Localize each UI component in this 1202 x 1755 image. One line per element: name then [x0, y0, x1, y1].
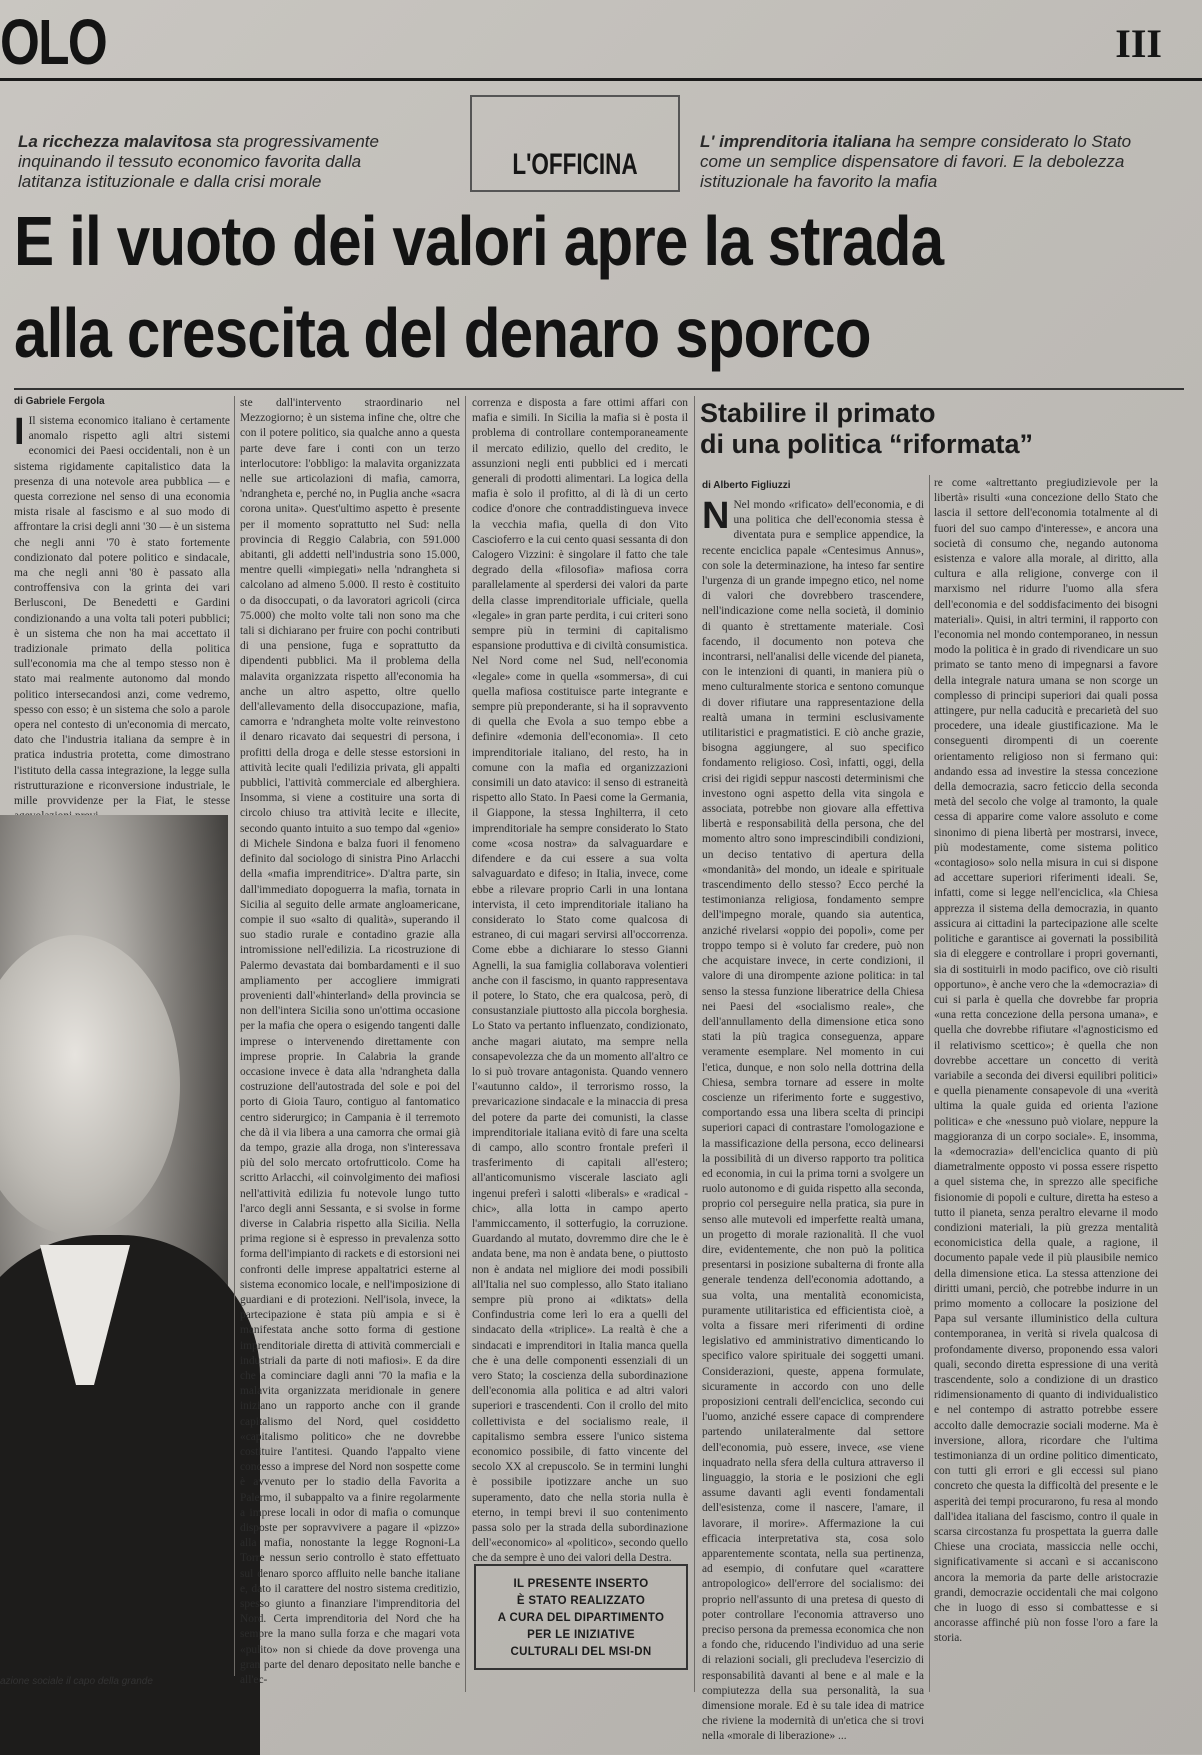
insert-line-1: IL PRESENTE INSERTO — [513, 1578, 649, 1590]
masthead — [0, 6, 1202, 81]
article1-col1-text: Il sistema economico italiano è certamente anomalo rispetto agli altri sistemi economici dei Paesi occidentali, non è un sistema rigidamente capitalistico data la presenza di una notevole area pubblica — e questa correzione nel senso di una economia mista risale al fascismo e al suo modo di affrontare la crisi degli anni '30 — è un sistema che negli anni '70 è stato fortemente condizionato dal potere politico e sindacale, ma che negli anni '80 è passato alla controffensiva con la grinta dei vari Berlusconi, De Benedetti e Gardini condizionando a una volta tali poteri pubblici; è un sistema che non ha mai accettato il tradizionale primato della politica sull'economia ma che al tempo stesso non è stato mai realmente autonomo dal mondo politico intersecandosi anzi, come vedremo, spesso con esso; è un sistema che solo a parole opera nel contesto di un'economia di mercato, dato che l'industria italiana da sempre è in pratica industria protetta, come dimostrano l'istituto della cassa integrazione, la legge sulla ristrutturazione e riconversione industriale, le mille provvidenze per la Fiat, le stesse — [14, 415, 230, 808]
headline-line-1: E il vuoto dei valori apre la strada — [14, 202, 944, 280]
insert-line-4: PER LE INIZIATIVE — [527, 1629, 635, 1641]
photo-caption: azione sociale il capo della grande — [0, 1676, 153, 1687]
article2-column-1: N Nel mondo «rificato» dell'economia, e di una politica che dell'economia stessa è diventata pura e semplice appendice, la recente enciclica papale «Centesimus Annus», con sole la determinazione, ha inteso far sentire l'urgenza di un grande impegno etico, nel nome di valori che dovrebbero trascendere, nell'indicazione come nella società, il dominio di quanto è strettamente materiale. Così facendo, il documento non poteva che incontrarsi, nell'analisi delle vicende del pianeta, con le intenzioni di quanti, in maniera più o meno culturalmente storica e sentono comunque di dover rifiutare una rappresentazione della realtà umana in termini esclusivamente utilitaristici e pragmatistici. E ciò anche grazie, bisogna aggiungere, al suo specifico fondamento religioso. Così, infatti, oggi, della crisi dei rigidi seppur nascosti determinismi che investono ogni aspetto della vita singola e associata, potrebbe non giovare alla effettiva libertà e responsabilità della persona, che del momento altro sono imprescindibili condizioni, un deciso tentativo di apertura della «mondanità» del mondo, un ideale e spirituale trascendimento dello stesso? Ecco perché la testimonianza religiosa, fondamento sempre dell'impegno morale, quando sia autentica, anziché rivelarsi «oppio dei popoli», come per troppo tempo si è voluto far credere, può non che acquistare invece, in certe condizioni, il valore di una dirompente azione politica: in tal senso la stessa funzione liberatrice della Chiesa nei Paesi del «socialismo reale», che dell'annullamento della dimensione etica sono stati la più tragica conseguenza, appare veramente esemplare. Nel momento in cui l'etica, dunque, e non solo nella dottrina della Chiesa, sembra tornare ad essere in molte coscienze un riferimento forte e suggestivo, comportando essa una libera scelta di principi superiori capaci di contrastare l'omologazione e la massificazione della persona, ecco delinearsi la possibilità di un diverso rapporto tra politica ed economia, in cui la prima torni a svolgere un ruolo autonomo e di guida rispetto alla seconda, proprio col perseguire nella pratica, sia pure in senso alle mutevoli ed imperfette realtà umana, un progetto di morale razionalità. Il che vuol dire, evidentemente, che non può la politica presentarsi in posizione subalterna di fronte alla generale tendenza dell'economia adottando, a sua volta, una mentalità economicista, puramente utilitaristica ed efficientista cioè, a volta a fissare meri riferimenti di ordine legislativo ed amministrativo dimenticando lo specifico valore spirituale dei soggetti umani. Considerazioni, queste, appena formulate, sicuramente in accordo con uno delle proposizioni centrali dell'enciclica, secondo cui l'uomo, anziché essere capace di comprendere partendo unilateralmente dal settore dell'economia, può essere, invece, «se viene inquadrato nella sfera della cultura attraverso il linguaggio, la storia e le posizioni che egli assume davanti agli eventi fondamentali dell'esistenza, come il nascere, l'amare, il lavorare, il morire». Affermazione la cui efficacia interpretativa sta, cosa solo apparentemente scontata, nella sua pertinenza, ad esempio, di confutare quel «carattere antropologico» dell'errore del socialismo: dei proprio nell'assunto di una pretesa di questo di poter controllare l'economia attraverso uno preciso persona da premessa economica che non a fondo che, riducendo l'individuo ad una serie di relazioni sociali, gli precludeva l'esercizio di responsabilità davanti al bene e al male e la compiutezza della sua personalità, la sua dimensione morale. Ed è su tale idea di matrice che riviene la modernità di un'etica che si trovi nella «morale di liberazione» ... — [702, 495, 924, 1743]
main-headline — [14, 195, 1184, 379]
insert-line-5: CULTURALI DEL MSI-DN — [510, 1646, 652, 1658]
rubric-label: L'OFFICINA — [512, 148, 638, 181]
kicker-left — [18, 132, 388, 192]
article2-col1-text: Nel mondo «rificato» dell'economia, e di una politica che dell'economia stessa è diventata pura e semplice appendice, la recente enciclica papale «Centesimus Annus», con sole la determinazione, ha inteso far sentire l'urgenza di un grande impegno etico, nel nome di valori che dovrebbero trascendere, nell'indicazione come nella società, il dominio di quanto è strettamente materiale. Così facendo, il documento non poteva che incontrarsi, nell'analisi delle vicende del pianeta, con le intenzioni di quanti, in maniera più o meno culturalmente storica e sentono comunque di dover rifiutare una rappresentazione della realtà umana in termini esclusivamente utilitaristici e pragmatistici. E ciò anche grazie, bisogna aggiungere, al suo specifico fondamento religioso. Così, infatti, oggi, della crisi dei rigidi seppur nascosti determinismi che investono ogni aspetto della vita singola e associata, potrebbe non giovare alla effettiva libertà e responsabilità della persona, che del momento altro sono imprescindibili condizioni, un deciso tentativo di apertura della «mondanità» del mondo, un ideale e spirituale trascendimento dello stesso? Ecco perché la testimonianza religiosa, fondamento sempre dell'impegno morale, quando sia autentica, anziché rivelarsi «oppio dei popoli», come per troppo tempo si è voluto far credere, può non che acquistare invece, in certe condizioni, il valore di una dirompente azione politica: in tal senso la stessa funzione liberatrice della Chiesa nei Paesi del «socialismo reale», che dell'annullamento della dimensione etica sono stati la più tragica conseguenza, appare veramente esemplare. Nel momento in cui l'etica, dunque, e non solo nella dottrina della Chiesa, sembra tornare ad essere in molte coscienze un riferimento forte e suggestivo, comportando essa una libera scelta di principi superiori capaci di contrastare l'omologazione e la massificazione della persona, ecco delinearsi la possibilità di un diverso rapporto tra politica ed economia, in cui la prima torni a svolgere un ruolo autonomo e di guida rispetto alla seconda, proprio col perseguire nella pratica, sia pure in senso alle mutevoli ed imperfette realtà umana, un progetto di morale razionalità. Il che vuol dire, evidentemente, che non può la politica presentarsi in posizione subalterna di fronte alla generale tendenza dell'economia adottando, a sua volta, una mentalità economicista, puramente utilitaristica ed efficientista cioè, a volta a fissare meri riferimenti di ordine legislativo ed amministrativo dimenticando lo specifico valore spirituale dei soggetti umani. Considerazioni, queste, appena formulate, sicuramente in accordo con uno delle proposizioni centrali dell'enciclica, secondo cui l'uomo, anziché essere capace di comprendere partendo unilateralmente dal settore dell'economia, può essere, invece, «se viene inquadrato nella sfera della cultura attraverso il linguaggio, la storia e le posizioni che egli assume davanti agli eventi fondamentali dell'esistenza, come il nascere, l'amare, il lavorare, il morire». Affermazione la cui efficacia interpretativa sta, cosa solo apparentemente scontata, nella sua pertinenza, ad esempio, di confutare quel «carattere antropologico» dell'errore del socialismo: dei proprio nell'assunto di una pretesa di questo di poter controllare l'economia attraverso uno preciso persona da premessa economica che non a fondo che, riducendo l'individuo ad una serie di relazioni sociali, gli precludeva l'esercizio di responsabilità davanti al bene e al male e la compiutezza della sua personalità, la sua dimensione morale. Ed è su tale idea di matrice che riviene la modernità di un'etica che si trovi nella «morale di liberazione» ... — [702, 499, 924, 1743]
page-number: III — [1115, 21, 1162, 66]
kicker-right-lead: L' imprenditoria italiana — [700, 132, 892, 151]
insert-notice-box — [474, 1564, 688, 1670]
article1-col2-text: ste dall'intervento straordinario nel Mezzogiorno; è un sistema infine che, oltre che con il potere politico, sia qualche anno a questa parte deve fare i conti con un terzo interlocutore: l'obbligo: la malavita organizzata nelle sue articolazioni di mafia, camorra, 'ndrangheta e, perché no, in Puglia anche «sacra corona unita». Quest'ultimo aspetto è presente per il momento soprattutto nel Sud: nella provincia di Reggio Calabria, con 591.000 abitanti, gli addetti nell'industria sono 15.000, mentre quelli «impiegati» nella 'ndrangheta si calcolano ad almeno 5.000. Il resto è costituito o da disoccupati, o da lavoratori agricoli (circa 75.000) che molto volte tali non sono ma che tali si dichiarano per fruire con pochi contributi di una pensione, fuga e soprattutto da dipendenti pubblici. Ma il problema della malavita organizzata rispetto all'economia ha anche un altro aspetto, oltre quello dell'allevamento della disoccupazione, mafia, camorra e 'ndrangheta molte volte reinvestono il denaro ricavato dai sequestri di persona, i profitti della droga e delle stesse estorsioni in attività lecite quali l'edilizia privata, gli appalti pubblici, l'attività commerciale ed alberghiera. Insomma, si viene a costituire una sorta di circolo chiuso tra attività lecite e illecite, secondo quanto intuito a suo tempo dal «genio» di Michele Sindona e balza fuori il fenomeno definito dal sociologo di sinistra Pino Arlacchi della «mafia imprenditrice». D'altra parte, sin dall'immediato dopoguerra la mafia, tornata in Sicilia al seguito delle armate angloamericane, compie il suo «salto di qualità», superando il suo stadio rurale e contadino grazie alla intromissione nell'edilizia. La ricostruzione di Palermo devastata dai bombardamenti e il suo ampliamento per accogliere immigrati provenienti dall'«hinterland» della provincia se non dell'intera Sicilia sono un'ottima occasione per la mafia che opera o esigendo tangenti dalle imprese o intervenendo direttamente con imprese proprie. In Calabria la grande occasione invece è data alla 'ndrangheta dalla costruzione dell'autostrada del sole e poi del porto di Gioia Tauro, contiguo al fantomatico centro siderurgico; in Campania è il terremoto che dà il via libera a una camorra che ormai già da tempo, grazie alla droga, non s'interessava più del solo mercato ortofrutticolo. Come ha scritto Arlacchi, «il coinvolgimento dei mafiosi nell'attività edilizia fu notevole lungo tutto l'arco degli anni Sessanta, e si svolse in forme diverse in Calabria rispetto alla Sicilia. Nella prima regione si è espresso in prevalenza sotto forma dell'impianto di rackets e di estorsioni nei confronti delle imprese appaltatrici esterne al sistema economico locale, e nell'imposizione di guardiani e di protezioni. Nell'isola, invece, la partecipazione è stata più ampia e si è manifestata anche sotto forma di gestione imprenditoriale diretta di attività commerciali e industriali da parte di noti mafiosi». E da dire che a cominciare dagli anni '70 la mafia e la malavita organizzata meridionale in genere iniziano un rapporto anche con il grande capitalismo del Nord, quel cosiddetto «capitalismo politico» che ne dovrebbe costituire l'antitesi. Quando l'appalto viene concesso a imprese del Nord non sospette come è avvenuto per lo stadio della Favorita a Palermo, il subappalto va a finire regolarmente a imprese locali in odor di mafia o comunque disposte per sopravvivere a pagare il «pizzo» alla mafia, nonostante la legge Rognoni-La Torre nessun serio controllo è stato effettuato sul denaro sporco affluito nelle banche italiane e, dato il carattere del nostro sistema creditizio, spesso giunto a finanziare l'imprenditoria del Nord. Certa imprenditoria del Nord che ha sempre la mano sulla forza e che magari vota «pulito» non si chiede da dove provenga una gran parte del denaro depositato nelle banche e all'ec- — [240, 397, 460, 1687]
article2-title — [700, 398, 1140, 460]
photo-face — [0, 935, 180, 1235]
column-rule — [929, 475, 930, 1692]
kicker-left-lead: La ricchezza malavitosa — [18, 132, 212, 151]
column-rule — [465, 396, 466, 1692]
column-rule — [234, 396, 235, 1676]
article2-title-line-1: Stabilire il primato — [700, 398, 936, 428]
article2-col2-text: re come «altrettanto pregiudizievole per la libertà» risulti «una concezione dello Stato che lascia il settore dell'economia totalmente al di fuori del suo campo d'interesse», e ancora una società di consumo che, negando autonoma esistenza e valore alla morale, al diritto, alla cultura e alla religione, converge con il marxismo nel ridurre l'uomo alla sfera dell'economia e del soddisfacimento dei bisogni materiali». Quisi, in altri termini, il rapporto con l'economia nel mondo contemporaneo, in nessun modo la politica è in grado di rivendicare un suo primato se tanto meno di impegnarsi a favore della integrale natura umana se non scorge un complesso di principi superiori dai quali possa attingere, pur nella caducità e precarietà del suo procedere, una ideale giustificazione. Ma le conseguenti dirompenti di un coerente orientamento religioso non si fermano qui: andando essa ad investire la stessa concezione della democrazia, sacro feticcio della seconda metà del secolo che volge al tramonto, la quale cessa di apparire come valore assoluto e come sinonimo di piena libertà per mostrarsi, invece, più modestamente, come sistema politico «contagioso» solo nella misura in cui si dispone ad accettare superiori riferimenti ideali. Se, infatti, come si legge nell'enciclica, «la Chiesa apprezza il sistema della democrazia, in quanto assicura ai cittadini la partecipazione alle scelte politiche e garantisce ai governati la possibilità sia di eleggere e controllare i propri governanti, sia di sostituirli in modo pacifico, ove ciò risulti opportuno», è anche vero che la «democrazia» di cui si parla è quella che dovrebbe far propria «una retta concezione della persona umana», e quella che dovrebbe rifiutare «l'agnosticismo ed il relativismo scettico»; è quella che non dovrebbe accettare un concetto di verità variabile a seconda dei diversi equilibri politici» e quella pienamente consapevole di una «verità ultima la quale guida ed orienta l'azione politica» e che «nessuno può violare, neppure la maggioranza di un corpo sociale». E, insomma, la «democrazia» dell'enciclica quanto di più diametralmente opposto vi possa essere rispetto a quel sistema che, in sprezzo alle specifiche fisionomie di popoli e culture, diretta ha esteso a tutto il pianeta, senza peraltro elevarne il modo condizioni materiali, la più grezza mentalità economicistica della quale, a ragione, il documento papale vede il più plausibile nemico della dimensione etica. La stessa attenzione dei diritti umani, perciò, che potrebbe indurre in un primo momento a collocare la posizione del Papa sul versante illuministico della cultura contemporanea, in verità si rivela qualcosa di profondamente diverso, proponendo essa valori quali, secondo diretta espressione di una verità trascendente, solo a condizione di un drastico ridimensionamento di quanto di individualistico e nel contempo di astratto potrebbe essere accolto dalle democrazie sociali moderne. Ma è inversione, allora, ricordare che l'ultima testimonianza di un ordine politico dimenticato, con tutti gli errori e gli eccessi sul piano concreto che questa la difficoltà del presente e le asperità dei tempi procurarono, fu resa al mondo dall'idea italiana del fascismo, contro il quale in scarsa circostanza fu prospettata la guerra dalle Chiese una crociata, massiccia nelle occhi, significativamente si accanì e si accaniscono ancora la memoria da parte delle aristocrazie grandi, democrazie occidentali che mai colgono che in luogo di esso si combattesse e si ancorasse affinché più non fosse l'oro a fare la storia. — [934, 477, 1158, 1645]
section-name: OLO — [0, 6, 107, 78]
article1-column-2 — [240, 396, 460, 1692]
portrait-photo — [0, 815, 228, 1670]
article2-title-line-2: di una politica “riformata” — [700, 429, 1034, 459]
headline-line-2: alla crescita del denaro sporco — [14, 294, 871, 372]
headline-rule — [14, 388, 1184, 390]
insert-line-2: È STATO REALIZZATO — [516, 1595, 646, 1607]
article2-byline: di Alberto Figliuzzi — [702, 480, 791, 491]
article1-col3-text: correnza e disposta a fare ottimi affari con mafia e simili. In Sicilia la mafia si è posta il problema di controllare contemporaneamente il mercato edilizio, quello del credito, le assunzioni negli enti pubblici ed i mercati generali di prodotti alimentari. La logica della mafia è solo il profitto, al di là di un certo codice d'onore che contraddistingueva invece la vecchia mafia, quella di don Vito Cascioferro e la cui cento quasi sessanta di don Calogero Vizzini: è singolare il fatto che tale degrado della «filosofia» mafiosa corra parallelamente al sperdersi dei valori da parte della classe imprenditoriale ufficiale, quella «legale» in gran parte perdita, i cui criteri sono sempre più in termini di capitalismo espansione produttiva e di civiltà consumistica. Nel Nord come nel Sud, nell'economia «legale» come in quella «sommersa», di cui quella mafiosa costituisce parte integrante e sempre più preponderante, si ha il sopravvento di quella che Evola a suo tempo ebbe a definire «demonia dell'economia». Il ceto imprenditoriale italiano, del resto, ha in comune con la mafia ed organizzazioni consimili un dato atavico: il senso di estraneità rispetto allo Stato. In Paesi come la Germania, il Giappone, la stessa Inghilterra, il ceto imprenditoriale ha sempre considerato lo Stato come «cosa nostra» da salvaguardare e difendere e da cui essere a sua volta salvaguardato e difeso; in Italia, invece, come ebbe a rilevare proprio Carli in una lontana intervista, il ceto imprenditoriale italiano ha considerato lo Stato come qualcosa di estraneo, di cui magari servirsi all'occorrenza. Come ebbe a dichiarare lo stesso Gianni Agnelli, la sua famiglia collaborava volentieri anche con il fascismo, in quanto rappresentava il potere, lo Stato, che era qualcosa, però, di consustanziale piuttosto alla piccola borghesia. Lo Stato va pertanto influenzato, condizionato, anche magari aiutato, ma sempre nella consapevolezza che da un momento all'altro ce lo si può trovare antagonista. Quando vennero l'«autunno caldo», il terrorismo rosso, la prevaricazione sindacale e la minaccia di presa del potere da parte dei comunisti, la classe imprenditoriale italiana evitò di fare una scelta di campo, allo scontro frontale preferì il trasferimento di capitali all'estero; all'anticomunismo viscerale lasciato agli ingenui preferì i salotti «liberals» e «radical - chic», alla lotta in campo aperto l'ammiccamento, il sotterfugio, la corruzione. Guardando al mutato, dovremmo dire che le è andata bene, ma non è andata bene, o piuttosto non è andata nel migliore dei modi possibili all'Italia nel suo complesso, allo Stato italiano sempre più prono ai «diktats» della Confindustria come lerì lo era a quelli del sindacato della «triplice». La realtà è che a sindacati e imprenditori in Italia manca quella che è una delle componenti essenziali di un vero Stato; la coscienza della subordinazione dell'economia alla politica e ad altri valori superiori e trascendenti. Con il crollo del mito collettivista e del socialismo reale, il capitalismo sembra essere l'unico sistema economico possibile, di fatto vincente del secolo XX al crepuscolo. Se in termini lunghi è possibile ipotizzare anche un suo superamento, dato che nella storia nulla è eterno, in tempi brevi il suo contenimento passa solo per la strada della subordinazione dell'«economico» al «politico», secondo quello che da sempre è uno dei valori della Destra. — [472, 397, 688, 1565]
article1-column-1: I Il sistema economico italiano è certamente anomalo rispetto agli altri sistemi economici dei Paesi occidentali, non è un sistema rigidamente capitalistico data la presenza di una notevole area pubblica — e questa correzione nel senso di una economia mista risale al fascismo e al suo modo di affrontare la crisi degli anni '30 — è un sistema che negli anni '70 è stato fortemente condizionato dal potere politico e sindacale, ma che negli anni '80 è passato alla controffensiva con la grinta dei vari Berlusconi, De Benedetti e Gardini condizionando a una volta tali poteri pubblici; è un sistema che non ha mai accettato il tradizionale primato della politica sull'economia ma che al tempo stesso non è stato mai realmente autonomo dal mondo politico intersecandosi anzi, come vedremo, spesso con esso; è un sistema che solo a parole opera nel contesto di un'economia di mercato, dato che l'industria italiana da sempre è in pratica industria protetta, come dimostrano l'istituto della cassa integrazione, la legge sulla ristrutturazione e riconversione industriale, le mille provvidenze per la Fiat, le stesse — [14, 414, 230, 810]
kicker-left-text: sta progressivamente inquinando il tessuto economico favorita dalla latitanza istituzionale e dalla crisi morale — [18, 132, 379, 191]
rubric-box — [470, 95, 680, 192]
insert-line-3: A CURA DEL DIPARTIMENTO — [497, 1612, 665, 1624]
column-rule — [694, 396, 695, 1692]
kicker-right-text: ha sempre considerato lo Stato come un semplice dispensatore di favori. E la debolezza istituzionale ha favorito la mafia — [700, 132, 1132, 191]
article1-byline: di Gabriele Fergola — [14, 396, 105, 407]
article2-column-2 — [934, 476, 1158, 1692]
kicker-right — [700, 132, 1150, 192]
article1-column-3 — [472, 396, 688, 1565]
